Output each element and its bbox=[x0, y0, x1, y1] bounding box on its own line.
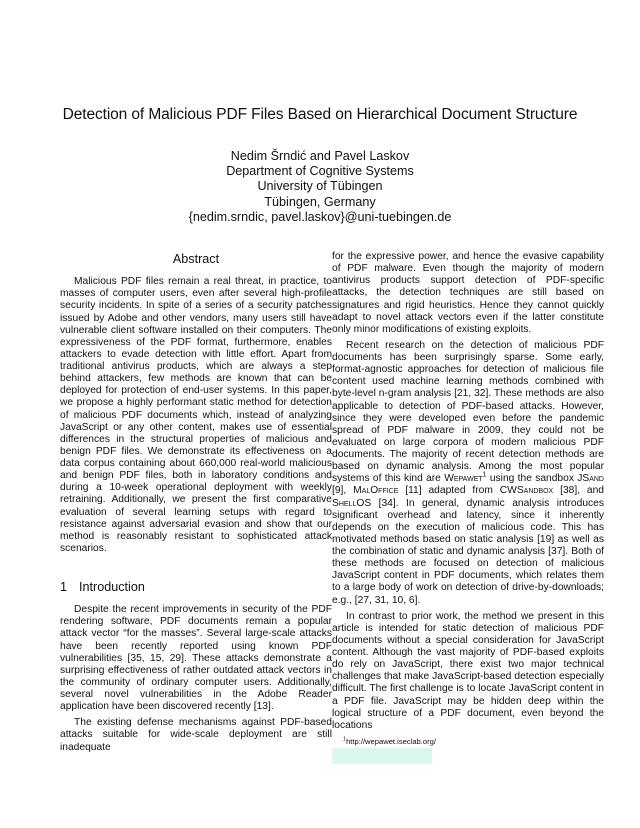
author-names: Nedim Šrndić and Pavel Laskov bbox=[230, 149, 410, 163]
text-run: [38], and bbox=[553, 485, 605, 497]
author-email: {nedim.srndic, pavel.laskov}@uni-tuebingen.de bbox=[188, 209, 452, 224]
system-name-maloffice: MalOffice bbox=[353, 485, 399, 497]
right-paragraph-3: In contrast to prior work, the method we present in this article is intended for static detection of malicious PDF documents without a special consideration for JavaScript content. Although the vast majority of PDF-based exploits do rely on JavaScript, there exist two major technical challenges that make JavaScript-based detection especially difficult. The first challenge is to locate JavaScript content in a PDF file. JavaScript may be hidden deep within the logical structure of a PDF document, even beyond the locations bbox=[332, 610, 604, 731]
author-block bbox=[100, 149, 540, 225]
intro-paragraph-2: The existing defense mechanisms against PDF-based attacks suitable for wide-scale deployment are still inadequate bbox=[60, 717, 332, 753]
footnote-highlight bbox=[332, 748, 432, 764]
system-name-cwsandbox: CWSandbox bbox=[499, 485, 554, 497]
system-name-wepawet: Wepawet bbox=[444, 473, 483, 485]
system-name-shellos: ShellOS bbox=[332, 497, 372, 509]
right-column bbox=[332, 251, 604, 732]
abstract-text: Malicious PDF files remain a real threat, in practice, to masses of computer users, even after several high-profile security incidents. In spite of a series of a security patches issued by Adobe and other vendors, many users still have vulnerable client software installed on their computers. The expressiveness of the PDF format, furthermore, enables attackers to evade detection with little effort. Apart from traditional antivirus products, which are always a step behind attackers, few methods are known that can be deployed for protection of end-user systems. In this paper, we propose a highly performant static method for detection of malicious PDF documents which, instead of analyzing JavaScript or any other content, makes use of essential differences in the structural properties of malicious and benign PDF files. We demonstrate its effectiveness on a data corpus containing about 660,000 real-world malicious and benign PDF files, both in laboratory conditions and during a 10-week operational deployment with weekly retraining. Additionally, we present the first comparative evaluation of several learning setups with regard to resistance against adversarial evasion and show that our method is reasonably resistant to sophisticated attack scenarios. bbox=[60, 276, 332, 554]
section-title: Introduction bbox=[79, 580, 145, 594]
footnote-url: http://wepawet.iseclab.org/ bbox=[346, 737, 436, 746]
right-paragraph-2 bbox=[332, 340, 604, 607]
section-number: 1 bbox=[60, 580, 68, 594]
right-paragraph-1: for the expressive power, and hence the evasive capability of PDF malware. Even though the majority of modern antivirus products support detection of PDF-specific attacks, the detection techniques are still based on signatures and rigid heuristics. Hence they cannot quickly adapt to novel attack vectors even if the latter constitute only minor modifications of existing exploits. bbox=[332, 251, 604, 335]
footnote-marker: 1 bbox=[482, 471, 487, 479]
footnote-number: 1 bbox=[343, 736, 347, 743]
author-university: University of Tübingen bbox=[257, 179, 383, 194]
author-department: Department of Cognitive Systems bbox=[226, 164, 414, 179]
intro-paragraph-1: Despite the recent improvements in security of the PDF rendering software, PDF documents remain a popular attack vector “for the masses”. Several large-scale attacks have been recently reported using known PDF vulnerabilities [35, 15, 29]. These attacks demonstrate a surprising effectiveness of rather outdated attack vectors in the community of ordinary computer users. Additionally, several novel vulnerabilities in the Adobe Reader application have been discovered recently [13]. bbox=[60, 604, 332, 713]
system-name-jsand: JSand bbox=[577, 473, 604, 485]
paper-title: Detection of Malicious PDF Files Based on Hierarchical Document Structure bbox=[62, 106, 578, 123]
text-run: Recent research on the detection of malicious PDF documents has been surprisingly sparse. Some early, format-agnostic approaches for detection of malicious file content used machine learning methods combined with byte-level n-gram analysis [21, 32]. These methods are also applicable to detection of PDF-based attacks. However, since they were developed even before the pandemic spread of PDF malware in 2009, they could not be evaluated on large corpora of modern malicious PDF documents. The majority of recent detection methods are based on dynamic analysis. Among the most popular systems of this kind are bbox=[332, 339, 604, 485]
left-column bbox=[60, 251, 332, 754]
text-run: [9], bbox=[332, 485, 354, 497]
text-run: [11] adapted from bbox=[398, 485, 500, 497]
abstract-heading: Abstract bbox=[172, 252, 220, 266]
author-location: Tübingen, Germany bbox=[264, 194, 376, 209]
footnote bbox=[343, 737, 436, 746]
text-run: [34]. In general, dynamic analysis introduces significant overhead and latency, since it inherently depends on the execution of malicious code. This has motivated methods based on static analysis [19] as well as the combination of static and dynamic analysis [37]. Both of these methods are focused on detection of malicious JavaScript content in PDF documents, which relates them to a large body of work on detection of drive-by-downloads; e.g., [27, 31, 10, 6]. bbox=[332, 497, 604, 606]
text-run: using the sandbox bbox=[486, 473, 578, 485]
section-heading-introduction bbox=[60, 581, 332, 593]
